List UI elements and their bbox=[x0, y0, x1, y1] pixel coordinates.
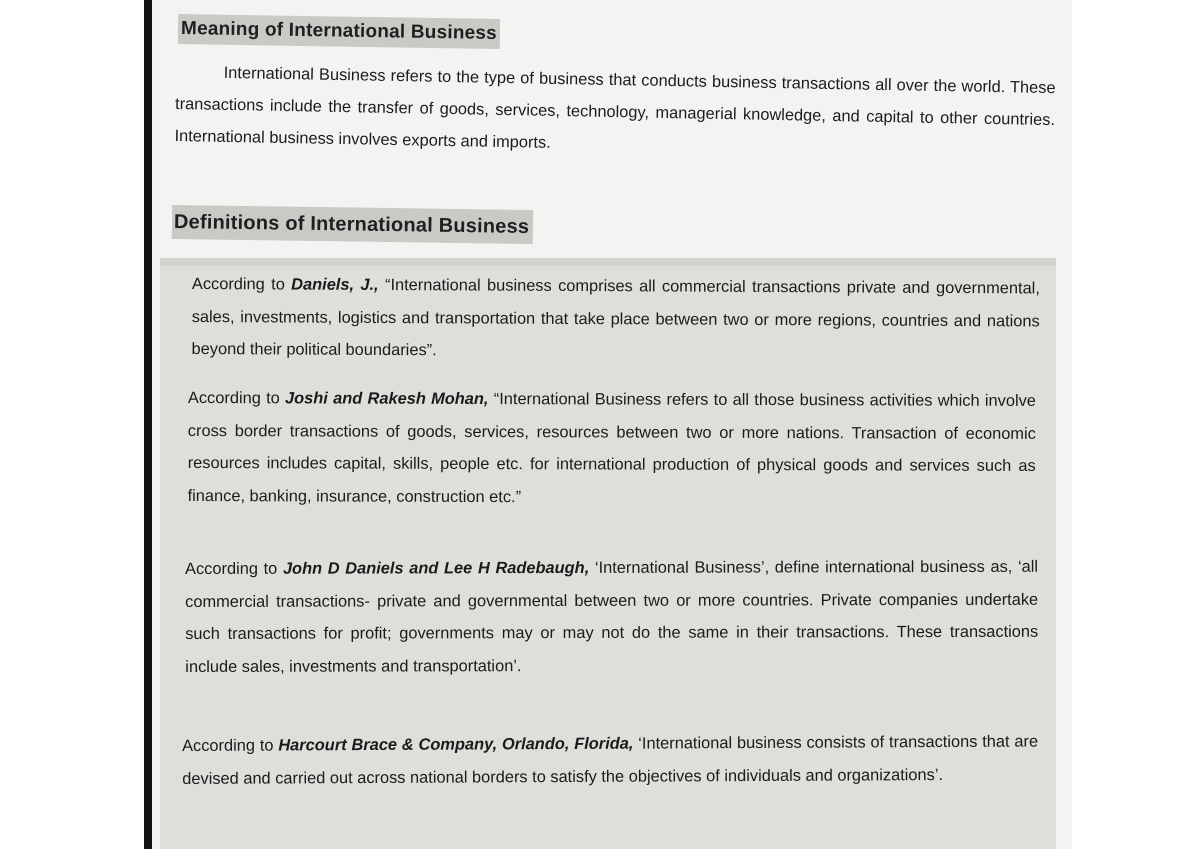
definition-author: Daniels, J., bbox=[291, 275, 379, 294]
definitions-heading: Definitions of International Business bbox=[172, 205, 534, 244]
definition-joshi-mohan bbox=[188, 382, 1036, 515]
definition-text: ‘International Business’, define international business as, ‘all commercial transactions- private and governmental between two or more countries. Private companies undertake such transactions for profit; governments may or may not do the same in their transactions. These transactions include sales, investments and transportation’. bbox=[185, 557, 1039, 676]
definition-lead: According to bbox=[182, 736, 279, 755]
definition-text: “International Business refers to all those business activities which involve cross border transactions of goods, services, resources between two or more nations. Transaction of economic resources includes capital, skills, people etc. for international production of physical goods and services such as finance, banking, insurance, construction etc.” bbox=[187, 390, 1036, 506]
meaning-paragraph: International Business refers to the type of business that conducts business transactions all over the world. These transactions include the transfer of goods, services, technology, managerial knowledge, and capital to other countries. International business involves exports and imports. bbox=[174, 63, 1056, 152]
definition-author: Joshi and Rakesh Mohan, bbox=[285, 389, 489, 409]
definition-lead: According to bbox=[185, 559, 283, 578]
definition-text: “International business comprises all commercial transactions private and governmental, sales, investments, logistics and transportation that take place between two or more regions, countries and nations beyond their political boundaries”. bbox=[191, 275, 1040, 360]
page-edge-shadow bbox=[144, 0, 152, 849]
definition-lead: According to bbox=[191, 274, 292, 294]
definition-author: John D Daniels and Lee H Radebaugh, bbox=[282, 558, 590, 578]
definition-lead: According to bbox=[187, 388, 286, 408]
definition-harcourt-brace bbox=[182, 726, 1038, 795]
definition-daniels-radebaugh bbox=[185, 551, 1038, 683]
definition-author: Harcourt Brace & Company, Orlando, Florida, bbox=[278, 734, 634, 755]
definition-text: ‘International business consists of transactions that are devised and carried out across national borders to satisfy the objectives of individuals and organizations’. bbox=[182, 732, 1039, 788]
meaning-heading: Meaning of International Business bbox=[178, 14, 500, 49]
definition-daniels bbox=[191, 268, 1039, 370]
